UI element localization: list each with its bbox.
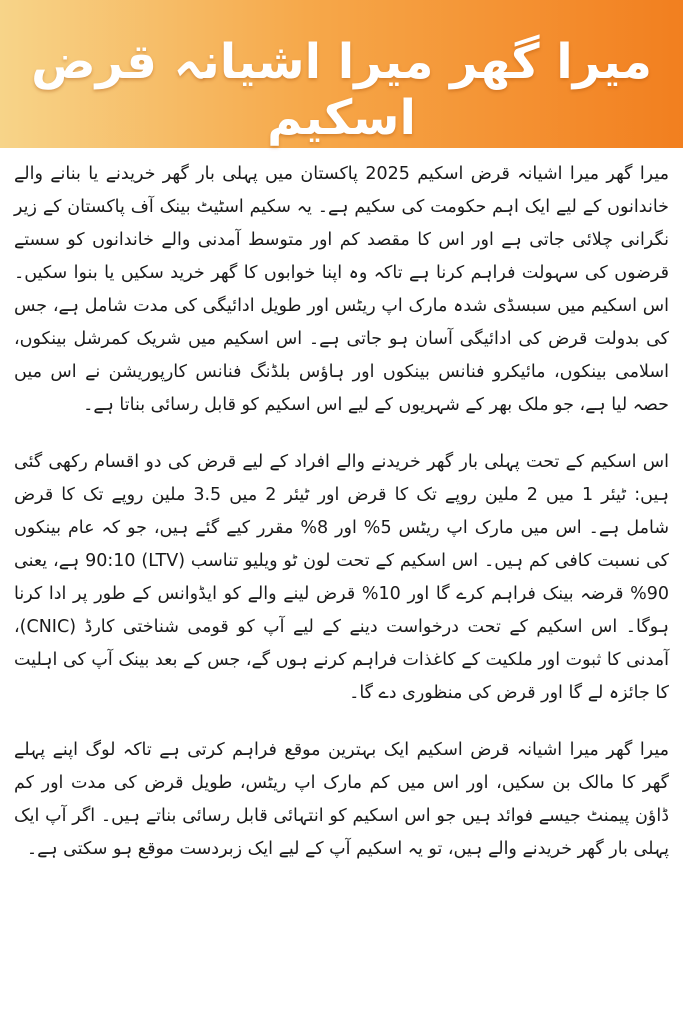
article-body [14,158,669,890]
paragraph-loan-tiers: اس اسکیم کے تحت پہلی بار گھر خریدنے والے افراد کے لیے قرض کی دو اقسام رکھی گئی ہیں: ٹیئر 1 میں 2 ملین روپے تک کا قرض اور ٹیئر 2 میں 3.5 ملین روپے تک کا قرض شامل ہے۔ اس میں مارک اپ ریٹس 5% اور 8% مقرر کیے گئے ہیں، جو کہ عام بینکوں کی نسبت کافی کم ہیں۔ اس اسکیم کے تحت لون ٹو ویلیو تناسب (LTV) 90:10 ہے، یعنی 90% قرضہ بینک فراہم کرے گا اور 10% قرض لینے والے کو ایڈوانس کے طور پر ادا کرنا ہوگا۔ اس اسکیم کے تحت درخواست دینے کے لیے آپ کو قومی شناختی کارڈ (CNIC)، آمدنی کا ثبوت اور ملکیت کے کاغذات فراہم کرنے ہوں گے، جس کے بعد بینک آپ کی اہلیت کا جائزہ لے گا اور قرض کی منظوری دے گا۔ [14,452,670,703]
paragraph-intro: میرا گھر میرا اشیانہ قرض اسکیم 2025 پاکستان میں پہلی بار گھر خریدنے یا بنانے والے خاندانوں کے لیے ایک اہم حکومت کی سکیم ہے۔ یہ سکیم اسٹیٹ بینک آف پاکستان کے زیر نگرانی چلائی جاتی ہے اور اس کا مقصد کم اور متوسط آمدنی والے خاندانوں کو سستے قرضوں کی سہولت فراہم کرنا ہے تاکہ وہ اپنا خوابوں کا گھر خرید سکیں یا بنوا سکیں۔ اس اسکیم میں سبسڈی شدہ مارک اپ ریٹس اور طویل ادائیگی کی مدت شامل ہے، جس کی بدولت قرض کی ادائیگی آسان ہو جاتی ہے۔ اس اسکیم میں شریک کمرشل بینکوں، اسلامی بینکوں، مائیکرو فنانس بینکوں اور ہاؤس بلڈنگ فنانس کارپوریشن نے اس میں حصہ لیا ہے، جو ملک بھر کے شہریوں کے لیے اس اسکیم کو قابل رسائی بناتا ہے۔ [14,164,669,415]
banner-title: میرا گھر میرا اشیانہ قرض اسکیم [31,34,652,146]
title-banner [0,0,683,148]
paragraph-conclusion: میرا گھر میرا اشیانہ قرض اسکیم ایک بہترین موقع فراہم کرتی ہے تاکہ لوگ اپنے پہلے گھر کا مالک بن سکیں، اور اس میں کم مارک اپ ریٹس، طویل قرض کی مدت اور کم ڈاؤن پیمنٹ جیسے فوائد ہیں جو اس اسکیم کو انتہائی قابل رسائی بناتے ہیں۔ اگر آپ ایک پہلی بار گھر خریدنے والے ہیں، تو یہ اسکیم آپ کے لیے ایک زبردست موقع ہو سکتی ہے۔ [14,740,669,859]
